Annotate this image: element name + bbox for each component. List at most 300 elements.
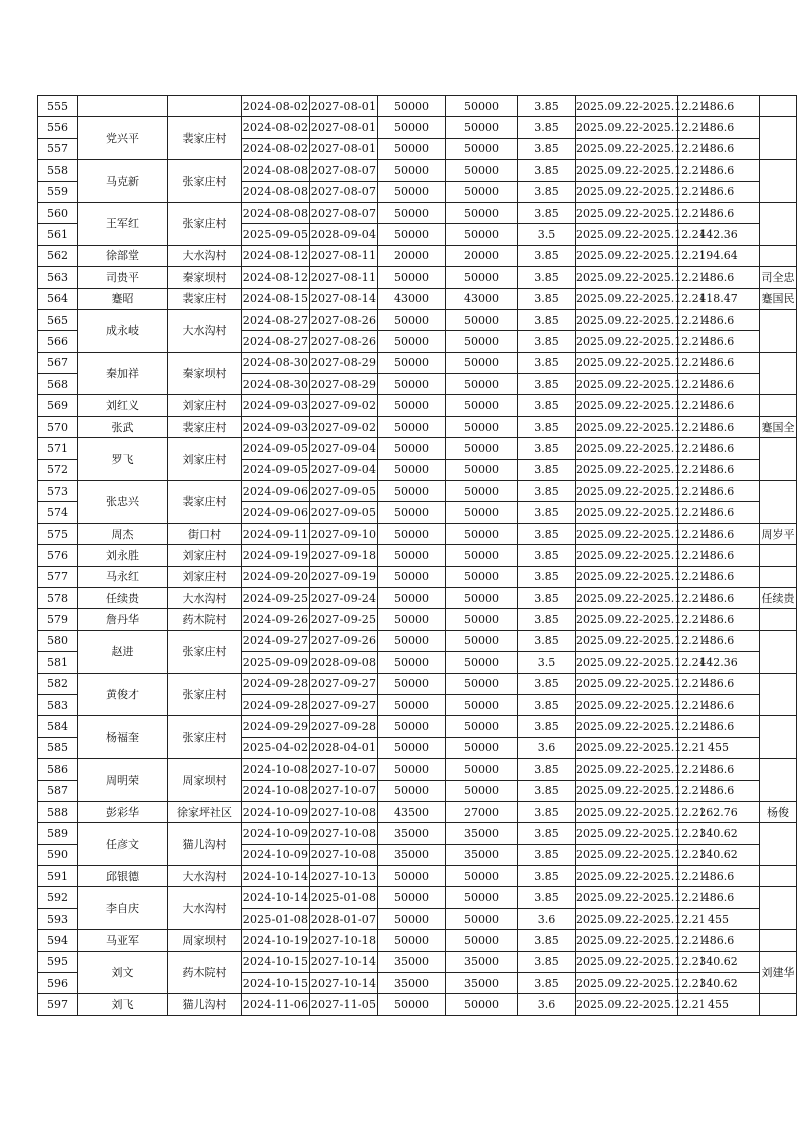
loan-balance-cell: 50000 bbox=[446, 416, 518, 437]
interest-rate-cell: 3.85 bbox=[518, 416, 576, 437]
loan-balance-cell: 50000 bbox=[446, 374, 518, 395]
loan-start-date-cell: 2024-09-20 bbox=[242, 566, 310, 587]
loan-end-date-cell: 2027-09-05 bbox=[310, 481, 378, 502]
village-cell: 刘家庄村 bbox=[168, 395, 242, 416]
loan-start-date-cell: 2024-08-02 bbox=[242, 96, 310, 117]
loan-start-date-cell: 2024-09-28 bbox=[242, 673, 310, 694]
table-row bbox=[38, 609, 797, 630]
interest-amount-cell: 194.64 bbox=[678, 245, 760, 266]
loan-amount-cell: 50000 bbox=[378, 202, 446, 223]
row-number-cell: 591 bbox=[38, 866, 78, 887]
row-number-cell: 572 bbox=[38, 459, 78, 480]
table-row bbox=[38, 994, 797, 1015]
village-cell: 大水沟村 bbox=[168, 245, 242, 266]
interest-amount-cell: 486.6 bbox=[678, 96, 760, 117]
loan-start-date-cell: 2025-09-09 bbox=[242, 652, 310, 673]
borrower-name-cell: 彭彩华 bbox=[78, 801, 168, 822]
note-cell bbox=[760, 438, 797, 481]
row-number-cell: 573 bbox=[38, 481, 78, 502]
borrower-name-cell: 刘文 bbox=[78, 951, 168, 994]
interest-period-cell: 2025.09.22-2025.12.21 bbox=[576, 673, 678, 694]
loan-start-date-cell: 2024-09-29 bbox=[242, 716, 310, 737]
note-cell bbox=[760, 566, 797, 587]
interest-period-cell: 2025.09.22-2025.12.21 bbox=[576, 138, 678, 159]
row-number-cell: 558 bbox=[38, 160, 78, 181]
village-cell: 刘家庄村 bbox=[168, 566, 242, 587]
loan-start-date-cell: 2024-09-27 bbox=[242, 630, 310, 651]
interest-rate-cell: 3.85 bbox=[518, 759, 576, 780]
loan-end-date-cell: 2027-09-19 bbox=[310, 566, 378, 587]
interest-rate-cell: 3.85 bbox=[518, 160, 576, 181]
note-cell bbox=[760, 994, 797, 1015]
loan-start-date-cell: 2024-08-08 bbox=[242, 181, 310, 202]
loan-start-date-cell: 2024-10-08 bbox=[242, 780, 310, 801]
row-number-cell: 560 bbox=[38, 202, 78, 223]
row-number-cell: 595 bbox=[38, 951, 78, 972]
row-number-cell: 569 bbox=[38, 395, 78, 416]
interest-rate-cell: 3.85 bbox=[518, 780, 576, 801]
interest-amount-cell: 455 bbox=[678, 737, 760, 758]
interest-amount-cell: 486.6 bbox=[678, 866, 760, 887]
interest-rate-cell: 3.85 bbox=[518, 930, 576, 951]
loan-end-date-cell: 2027-09-27 bbox=[310, 694, 378, 715]
loan-end-date-cell: 2027-10-08 bbox=[310, 844, 378, 865]
interest-rate-cell: 3.85 bbox=[518, 502, 576, 523]
loan-start-date-cell: 2024-09-05 bbox=[242, 459, 310, 480]
loan-amount-cell: 50000 bbox=[378, 459, 446, 480]
interest-period-cell: 2025.09.22-2025.12.21 bbox=[576, 866, 678, 887]
interest-rate-cell: 3.85 bbox=[518, 973, 576, 994]
loan-balance-cell: 50000 bbox=[446, 609, 518, 630]
village-cell: 秦家坝村 bbox=[168, 267, 242, 288]
loan-balance-cell: 50000 bbox=[446, 438, 518, 459]
loan-end-date-cell: 2027-10-14 bbox=[310, 951, 378, 972]
borrower-name-cell: 马永红 bbox=[78, 566, 168, 587]
row-number-cell: 582 bbox=[38, 673, 78, 694]
loan-end-date-cell: 2027-09-18 bbox=[310, 545, 378, 566]
loan-end-date-cell: 2027-09-04 bbox=[310, 459, 378, 480]
loan-start-date-cell: 2024-09-03 bbox=[242, 416, 310, 437]
interest-period-cell: 2025.09.22-2025.12.21 bbox=[576, 352, 678, 373]
interest-amount-cell: 486.6 bbox=[678, 117, 760, 138]
borrower-name-cell: 赵进 bbox=[78, 630, 168, 673]
interest-rate-cell: 3.85 bbox=[518, 267, 576, 288]
row-number-cell: 571 bbox=[38, 438, 78, 459]
loan-amount-cell: 50000 bbox=[378, 160, 446, 181]
loan-start-date-cell: 2024-08-02 bbox=[242, 138, 310, 159]
loan-start-date-cell: 2025-09-05 bbox=[242, 224, 310, 245]
interest-period-cell: 2025.09.22-2025.12.21 bbox=[576, 374, 678, 395]
note-cell: 司全忠 bbox=[760, 267, 797, 288]
loan-end-date-cell: 2028-09-04 bbox=[310, 224, 378, 245]
loan-start-date-cell: 2024-09-05 bbox=[242, 438, 310, 459]
row-number-cell: 590 bbox=[38, 844, 78, 865]
loan-amount-cell: 50000 bbox=[378, 523, 446, 544]
row-number-cell: 578 bbox=[38, 587, 78, 608]
loan-balance-cell: 50000 bbox=[446, 587, 518, 608]
loan-balance-cell: 50000 bbox=[446, 117, 518, 138]
row-number-cell: 559 bbox=[38, 181, 78, 202]
loan-end-date-cell: 2027-08-01 bbox=[310, 138, 378, 159]
loan-balance-cell: 50000 bbox=[446, 352, 518, 373]
interest-period-cell: 2025.09.22-2025.12.21 bbox=[576, 96, 678, 117]
row-number-cell: 565 bbox=[38, 309, 78, 330]
loan-end-date-cell: 2027-11-05 bbox=[310, 994, 378, 1015]
loan-start-date-cell: 2024-08-02 bbox=[242, 117, 310, 138]
interest-amount-cell: 486.6 bbox=[678, 930, 760, 951]
table-row bbox=[38, 395, 797, 416]
interest-amount-cell: 486.6 bbox=[678, 587, 760, 608]
loan-balance-cell: 35000 bbox=[446, 823, 518, 844]
loan-balance-cell: 35000 bbox=[446, 973, 518, 994]
table-row bbox=[38, 866, 797, 887]
interest-rate-cell: 3.85 bbox=[518, 395, 576, 416]
borrower-name-cell: 任彦文 bbox=[78, 823, 168, 866]
loan-amount-cell: 50000 bbox=[378, 994, 446, 1015]
note-cell: 蹇国民 bbox=[760, 288, 797, 309]
row-number-cell: 584 bbox=[38, 716, 78, 737]
loan-end-date-cell: 2027-08-07 bbox=[310, 160, 378, 181]
interest-rate-cell: 3.85 bbox=[518, 138, 576, 159]
row-number-cell: 594 bbox=[38, 930, 78, 951]
row-number-cell: 557 bbox=[38, 138, 78, 159]
loan-start-date-cell: 2024-08-30 bbox=[242, 352, 310, 373]
table-row bbox=[38, 245, 797, 266]
loan-end-date-cell: 2027-10-13 bbox=[310, 866, 378, 887]
village-cell: 药木院村 bbox=[168, 609, 242, 630]
interest-period-cell: 2025.09.22-2025.12.21 bbox=[576, 630, 678, 651]
interest-period-cell: 2025.09.22-2025.12.21 bbox=[576, 416, 678, 437]
row-number-cell: 566 bbox=[38, 331, 78, 352]
loan-balance-cell: 50000 bbox=[446, 160, 518, 181]
interest-amount-cell: 486.6 bbox=[678, 395, 760, 416]
loan-balance-cell: 35000 bbox=[446, 951, 518, 972]
note-cell bbox=[760, 823, 797, 866]
interest-amount-cell: 340.62 bbox=[678, 973, 760, 994]
interest-rate-cell: 3.85 bbox=[518, 202, 576, 223]
village-cell: 周家坝村 bbox=[168, 930, 242, 951]
interest-amount-cell: 486.6 bbox=[678, 181, 760, 202]
interest-rate-cell: 3.85 bbox=[518, 866, 576, 887]
loan-balance-cell: 50000 bbox=[446, 930, 518, 951]
row-number-cell: 567 bbox=[38, 352, 78, 373]
note-cell bbox=[760, 887, 797, 930]
interest-amount-cell: 340.62 bbox=[678, 951, 760, 972]
interest-period-cell: 2025.09.22-2025.12.21 bbox=[576, 887, 678, 908]
interest-period-cell: 2025.09.22-2025.12.21 bbox=[576, 780, 678, 801]
note-cell bbox=[760, 481, 797, 524]
interest-period-cell: 2025.09.22-2025.12.21 bbox=[576, 951, 678, 972]
village-cell: 猫儿沟村 bbox=[168, 994, 242, 1015]
loan-amount-cell: 35000 bbox=[378, 844, 446, 865]
interest-period-cell: 2025.09.22-2025.12.21 bbox=[576, 459, 678, 480]
interest-amount-cell: 486.6 bbox=[678, 502, 760, 523]
interest-rate-cell: 3.85 bbox=[518, 374, 576, 395]
loan-start-date-cell: 2024-09-06 bbox=[242, 481, 310, 502]
note-cell bbox=[760, 545, 797, 566]
table-row bbox=[38, 587, 797, 608]
interest-period-cell: 2025.09.22-2025.12.21 bbox=[576, 523, 678, 544]
interest-period-cell: 2025.09.22-2025.12.21 bbox=[576, 288, 678, 309]
interest-period-cell: 2025.09.22-2025.12.21 bbox=[576, 331, 678, 352]
loan-end-date-cell: 2027-08-11 bbox=[310, 267, 378, 288]
loan-start-date-cell: 2025-01-08 bbox=[242, 908, 310, 929]
table-row bbox=[38, 673, 797, 694]
loan-balance-cell: 50000 bbox=[446, 694, 518, 715]
loan-amount-cell: 50000 bbox=[378, 609, 446, 630]
loan-start-date-cell: 2025-04-02 bbox=[242, 737, 310, 758]
loan-balance-cell: 50000 bbox=[446, 395, 518, 416]
loan-balance-cell: 50000 bbox=[446, 994, 518, 1015]
table-row bbox=[38, 117, 797, 138]
note-cell bbox=[760, 609, 797, 630]
row-number-cell: 568 bbox=[38, 374, 78, 395]
note-cell bbox=[760, 160, 797, 203]
loan-start-date-cell: 2024-10-08 bbox=[242, 759, 310, 780]
loan-end-date-cell: 2027-09-10 bbox=[310, 523, 378, 544]
note-cell bbox=[760, 630, 797, 673]
loan-start-date-cell: 2024-09-06 bbox=[242, 502, 310, 523]
interest-period-cell: 2025.09.22-2025.12.21 bbox=[576, 930, 678, 951]
loan-amount-cell: 50000 bbox=[378, 566, 446, 587]
borrower-name-cell: 任续贵 bbox=[78, 587, 168, 608]
interest-period-cell: 2025.09.22-2025.12.21 bbox=[576, 545, 678, 566]
interest-period-cell: 2025.09.22-2025.12.21 bbox=[576, 117, 678, 138]
loan-amount-cell: 43500 bbox=[378, 801, 446, 822]
table-row bbox=[38, 523, 797, 544]
interest-period-cell: 2025.09.22-2025.12.21 bbox=[576, 160, 678, 181]
borrower-name-cell: 王军红 bbox=[78, 202, 168, 245]
village-cell: 裴家庄村 bbox=[168, 416, 242, 437]
table-row bbox=[38, 309, 797, 330]
village-cell: 秦家坝村 bbox=[168, 352, 242, 395]
loan-end-date-cell: 2027-10-18 bbox=[310, 930, 378, 951]
table-row bbox=[38, 481, 797, 502]
borrower-name-cell: 马亚军 bbox=[78, 930, 168, 951]
interest-rate-cell: 3.85 bbox=[518, 823, 576, 844]
loan-amount-cell: 50000 bbox=[378, 416, 446, 437]
row-number-cell: 570 bbox=[38, 416, 78, 437]
loan-balance-cell: 50000 bbox=[446, 887, 518, 908]
table-row bbox=[38, 951, 797, 972]
interest-period-cell: 2025.09.22-2025.12.21 bbox=[576, 737, 678, 758]
row-number-cell: 596 bbox=[38, 973, 78, 994]
interest-rate-cell: 3.85 bbox=[518, 245, 576, 266]
borrower-name-cell: 杨福奎 bbox=[78, 716, 168, 759]
loan-end-date-cell: 2027-09-27 bbox=[310, 673, 378, 694]
interest-amount-cell: 486.6 bbox=[678, 160, 760, 181]
interest-amount-cell: 486.6 bbox=[678, 459, 760, 480]
borrower-name-cell: 刘飞 bbox=[78, 994, 168, 1015]
borrower-name-cell: 刘红义 bbox=[78, 395, 168, 416]
interest-rate-cell: 3.85 bbox=[518, 951, 576, 972]
interest-rate-cell: 3.6 bbox=[518, 994, 576, 1015]
loan-amount-cell: 50000 bbox=[378, 759, 446, 780]
loan-end-date-cell: 2027-09-02 bbox=[310, 395, 378, 416]
interest-period-cell: 2025.09.22-2025.12.21 bbox=[576, 267, 678, 288]
borrower-name-cell: 张武 bbox=[78, 416, 168, 437]
borrower-name-cell: 詹丹华 bbox=[78, 609, 168, 630]
loan-balance-cell: 50000 bbox=[446, 545, 518, 566]
note-cell bbox=[760, 866, 797, 887]
village-cell: 刘家庄村 bbox=[168, 438, 242, 481]
row-number-cell: 585 bbox=[38, 737, 78, 758]
borrower-name-cell: 李自庆 bbox=[78, 887, 168, 930]
note-cell: 杨俊 bbox=[760, 801, 797, 822]
borrower-name-cell: 邱银德 bbox=[78, 866, 168, 887]
interest-amount-cell: 486.6 bbox=[678, 352, 760, 373]
table-row bbox=[38, 930, 797, 951]
table-row bbox=[38, 96, 797, 117]
loan-start-date-cell: 2024-10-09 bbox=[242, 844, 310, 865]
loan-start-date-cell: 2024-10-15 bbox=[242, 951, 310, 972]
interest-period-cell: 2025.09.22-2025.12.21 bbox=[576, 716, 678, 737]
loan-start-date-cell: 2024-08-08 bbox=[242, 202, 310, 223]
interest-period-cell: 2025.09.22-2025.12.21 bbox=[576, 587, 678, 608]
note-cell bbox=[760, 202, 797, 245]
loan-end-date-cell: 2027-08-11 bbox=[310, 245, 378, 266]
loan-end-date-cell: 2027-08-01 bbox=[310, 96, 378, 117]
loan-amount-cell: 50000 bbox=[378, 352, 446, 373]
loan-amount-cell: 50000 bbox=[378, 694, 446, 715]
loan-start-date-cell: 2024-08-30 bbox=[242, 374, 310, 395]
interest-amount-cell: 486.6 bbox=[678, 630, 760, 651]
loan-balance-cell: 50000 bbox=[446, 138, 518, 159]
note-cell: 任续贵 bbox=[760, 587, 797, 608]
interest-period-cell: 2025.09.22-2025.12.21 bbox=[576, 181, 678, 202]
row-number-cell: 587 bbox=[38, 780, 78, 801]
loan-amount-cell: 50000 bbox=[378, 716, 446, 737]
row-number-cell: 563 bbox=[38, 267, 78, 288]
note-cell: 周岁平 bbox=[760, 523, 797, 544]
table-row bbox=[38, 759, 797, 780]
row-number-cell: 581 bbox=[38, 652, 78, 673]
loan-balance-cell: 50000 bbox=[446, 759, 518, 780]
loan-amount-cell: 50000 bbox=[378, 395, 446, 416]
loan-balance-cell: 50000 bbox=[446, 630, 518, 651]
interest-amount-cell: 455 bbox=[678, 908, 760, 929]
note-cell bbox=[760, 245, 797, 266]
village-cell: 大水沟村 bbox=[168, 887, 242, 930]
loan-amount-cell: 35000 bbox=[378, 951, 446, 972]
loan-amount-cell: 50000 bbox=[378, 737, 446, 758]
loan-start-date-cell: 2024-09-03 bbox=[242, 395, 310, 416]
borrower-name-cell: 徐部堂 bbox=[78, 245, 168, 266]
loan-start-date-cell: 2024-08-12 bbox=[242, 267, 310, 288]
loan-amount-cell: 50000 bbox=[378, 481, 446, 502]
interest-amount-cell: 486.6 bbox=[678, 523, 760, 544]
loan-balance-cell: 50000 bbox=[446, 908, 518, 929]
loan-balance-cell: 20000 bbox=[446, 245, 518, 266]
interest-amount-cell: 442.36 bbox=[678, 652, 760, 673]
loan-end-date-cell: 2027-08-07 bbox=[310, 181, 378, 202]
interest-amount-cell: 486.6 bbox=[678, 716, 760, 737]
row-number-cell: 556 bbox=[38, 117, 78, 138]
note-cell bbox=[760, 673, 797, 716]
table-row bbox=[38, 801, 797, 822]
loan-amount-cell: 50000 bbox=[378, 502, 446, 523]
village-cell: 裴家庄村 bbox=[168, 481, 242, 524]
note-cell bbox=[760, 930, 797, 951]
row-number-cell: 574 bbox=[38, 502, 78, 523]
interest-rate-cell: 3.85 bbox=[518, 844, 576, 865]
loan-balance-cell: 50000 bbox=[446, 780, 518, 801]
table-row bbox=[38, 416, 797, 437]
interest-amount-cell: 486.6 bbox=[678, 673, 760, 694]
loan-start-date-cell: 2024-09-26 bbox=[242, 609, 310, 630]
village-cell: 张家庄村 bbox=[168, 716, 242, 759]
loan-balance-cell: 50000 bbox=[446, 502, 518, 523]
loan-end-date-cell: 2027-10-07 bbox=[310, 759, 378, 780]
interest-amount-cell: 486.6 bbox=[678, 267, 760, 288]
interest-amount-cell: 486.6 bbox=[678, 481, 760, 502]
loan-start-date-cell: 2024-08-08 bbox=[242, 160, 310, 181]
loan-balance-cell: 50000 bbox=[446, 652, 518, 673]
interest-rate-cell: 3.85 bbox=[518, 459, 576, 480]
interest-rate-cell: 3.85 bbox=[518, 566, 576, 587]
loan-amount-cell: 50000 bbox=[378, 224, 446, 245]
interest-rate-cell: 3.85 bbox=[518, 481, 576, 502]
interest-amount-cell: 262.76 bbox=[678, 801, 760, 822]
village-cell: 大水沟村 bbox=[168, 866, 242, 887]
borrower-name-cell: 秦加祥 bbox=[78, 352, 168, 395]
row-number-cell: 577 bbox=[38, 566, 78, 587]
interest-rate-cell: 3.85 bbox=[518, 181, 576, 202]
village-cell: 张家庄村 bbox=[168, 630, 242, 673]
loan-amount-cell: 43000 bbox=[378, 288, 446, 309]
table-row bbox=[38, 545, 797, 566]
interest-period-cell: 2025.09.22-2025.12.21 bbox=[576, 438, 678, 459]
loan-amount-cell: 35000 bbox=[378, 973, 446, 994]
interest-rate-cell: 3.5 bbox=[518, 652, 576, 673]
loan-start-date-cell: 2024-10-09 bbox=[242, 823, 310, 844]
interest-amount-cell: 486.6 bbox=[678, 694, 760, 715]
loan-start-date-cell: 2024-10-14 bbox=[242, 866, 310, 887]
loan-end-date-cell: 2027-08-01 bbox=[310, 117, 378, 138]
loan-start-date-cell: 2024-10-19 bbox=[242, 930, 310, 951]
loan-end-date-cell: 2025-01-08 bbox=[310, 887, 378, 908]
row-number-cell: 564 bbox=[38, 288, 78, 309]
loan-start-date-cell: 2024-09-11 bbox=[242, 523, 310, 544]
interest-rate-cell: 3.85 bbox=[518, 352, 576, 373]
loan-amount-cell: 50000 bbox=[378, 930, 446, 951]
loan-balance-cell: 50000 bbox=[446, 716, 518, 737]
row-number-cell: 580 bbox=[38, 630, 78, 651]
village-cell: 周家坝村 bbox=[168, 759, 242, 802]
village-cell: 张家庄村 bbox=[168, 673, 242, 716]
interest-period-cell: 2025.09.22-2025.12.21 bbox=[576, 502, 678, 523]
loan-end-date-cell: 2027-08-29 bbox=[310, 352, 378, 373]
loan-balance-cell: 50000 bbox=[446, 459, 518, 480]
loan-amount-cell: 50000 bbox=[378, 780, 446, 801]
loan-balance-cell: 50000 bbox=[446, 96, 518, 117]
table-row bbox=[38, 438, 797, 459]
loan-end-date-cell: 2027-09-26 bbox=[310, 630, 378, 651]
village-cell: 街口村 bbox=[168, 523, 242, 544]
loan-start-date-cell: 2024-08-27 bbox=[242, 309, 310, 330]
loan-start-date-cell: 2024-09-28 bbox=[242, 694, 310, 715]
row-number-cell: 562 bbox=[38, 245, 78, 266]
interest-amount-cell: 340.62 bbox=[678, 844, 760, 865]
loan-end-date-cell: 2027-09-02 bbox=[310, 416, 378, 437]
interest-period-cell: 2025.09.22-2025.12.21 bbox=[576, 994, 678, 1015]
loan-amount-cell: 50000 bbox=[378, 374, 446, 395]
row-number-cell: 586 bbox=[38, 759, 78, 780]
interest-amount-cell: 486.6 bbox=[678, 138, 760, 159]
borrower-name-cell: 党兴平 bbox=[78, 117, 168, 160]
village-cell: 张家庄村 bbox=[168, 202, 242, 245]
interest-amount-cell: 486.6 bbox=[678, 566, 760, 587]
